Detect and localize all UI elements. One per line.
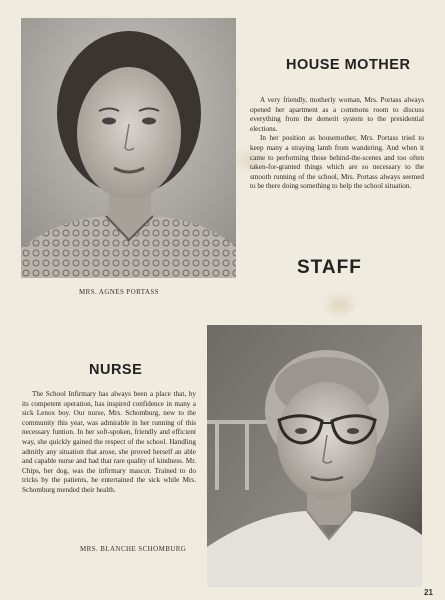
portrait-photo-schomburg: [207, 325, 422, 587]
nurse-paragraph-1: The School Infirmary has always been a place that, by its competent operation, has inspired confidence in many a sick Lenox boy. Our nurse, Mrs. Schomburg, new to the community this year, was admirable in her running of this necessary funtion. In her soft-spoken, friendly and efficient way, she quickly gained the respect of the school. Handling admitly any situation that arose, she proved herself an able and capable nurse and had that rare quality of kindness. Mr. Chips, her dog, was the infirmary mascot. Trained to do tricks by the patients, he entertained the sick while Mrs. Schomburg mended their health.: [22, 390, 196, 494]
page-number: 21: [424, 588, 433, 597]
portass-caption: MRS. AGNES PORTASS: [79, 288, 159, 296]
portrait-photo-portass: [21, 18, 236, 278]
nurse-heading: NURSE: [89, 362, 143, 378]
house-mother-paragraph-1: A very friendly, motherly woman, Mrs. Portass always opened her apartment as a commons room to discuss everything from the demerit system to the presidential elections.: [250, 96, 424, 133]
nurse-text: [22, 390, 196, 496]
staff-heading: STAFF: [297, 257, 362, 278]
schomburg-caption: MRS. BLANCHE SCHOMBURG: [80, 545, 187, 553]
house-mother-text: [250, 96, 424, 192]
house-mother-heading: HOUSE MOTHER: [286, 57, 411, 73]
house-mother-paragraph-2: In her position as housemother, Mrs. Portass tried to keep many a straying lamb from wandering. And when it came to performing those behind-the-scenes and too often taken-for-granted things which are so necessary to the smooth running of the school, Mrs. Portass always seemed to be there doing something to help the school situation.: [250, 134, 424, 191]
